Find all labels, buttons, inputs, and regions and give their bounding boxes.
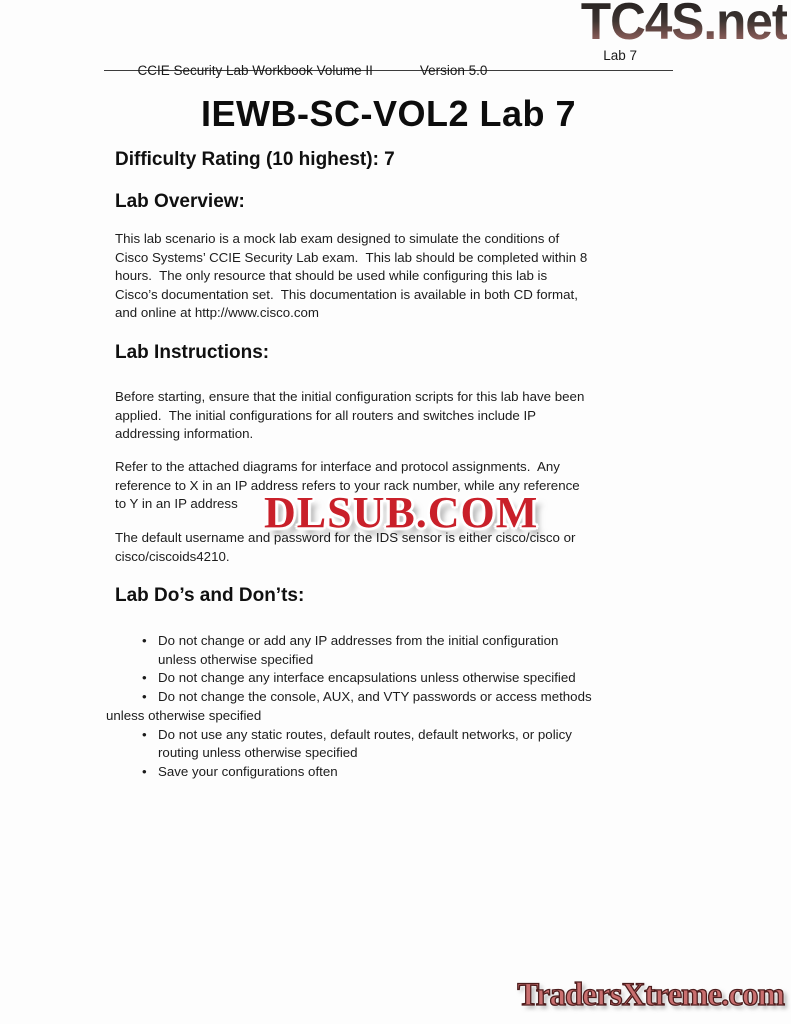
paragraph-line: and online at http://www.cisco.com [115,305,319,321]
dos-donts-item: unless otherwise specified [158,651,314,667]
paragraph-line: The default username and password for the IDS sensor is either cisco/cisco or [115,530,576,545]
dos-donts-item: • Do not change the console, AUX, and VTY passwords or access methods [106,688,678,707]
instructions-paragraph-1 [115,388,584,444]
dos-donts-item: • Save your configurations often [106,763,678,782]
dos-donts-item: routing unless otherwise specified [158,745,358,761]
workbook-title: CCIE Security Lab Workbook Volume II [137,63,373,78]
dos-donts-item: unless otherwise specified [106,707,262,723]
paragraph-line: applied. The initial configurations for all routers and switches include IP [115,407,537,423]
page-header [104,45,673,78]
header-left [115,48,487,93]
lab-overview-heading: Lab Overview: [115,191,245,212]
dlsub-watermark: DLSUB.COM [264,488,539,537]
version-label: Version 5.0 [419,63,488,78]
paragraph-line: cisco/ciscoids4210. [115,548,230,564]
paragraph-line: to Y in an IP address [115,496,238,512]
paragraph-line: hours. The only resource that should be used while configuring this lab is [115,268,548,284]
dos-donts-item: • Do not use any static routes, default routes, default networks, or policy [106,726,678,745]
tc4s-watermark: TC4S.net [580,0,787,48]
dos-donts-list [106,632,678,782]
tradersxtreme-watermark: TradersXtreme.com [517,977,784,1013]
document-title: IEWB-SC-VOL2 Lab 7 [200,93,577,134]
paragraph-line: reference to X in an IP address refers to your rack number, while any reference [115,477,580,493]
paragraph-line: Before starting, ensure that the initial configuration scripts for this lab have been [115,389,585,404]
instructions-paragraph-3 [115,529,575,566]
lab-number-label: Lab 7 [603,48,637,63]
lab-overview-paragraph [115,230,587,323]
difficulty-rating-heading: Difficulty Rating (10 highest): 7 [115,149,395,170]
paragraph-line: addressing information. [115,426,254,442]
paragraph-line: This lab scenario is a mock lab exam designed to simulate the conditions of [115,231,560,246]
dos-donts-heading: Lab Do’s and Don’ts: [115,585,305,606]
lab-instructions-heading: Lab Instructions: [115,342,270,363]
paragraph-line: Cisco’s documentation set. This documentation is available in both CD format, [115,286,578,302]
paragraph-line: Refer to the attached diagrams for interface and protocol assignments. Any [115,459,560,474]
dos-donts-item: • Do not change or add any IP addresses from the initial configuration [106,632,678,651]
dos-donts-item: • Do not change any interface encapsulations unless otherwise specified [106,669,678,688]
paragraph-line: Cisco Systems’ CCIE Security Lab exam. This lab should be completed within 8 [115,249,588,265]
